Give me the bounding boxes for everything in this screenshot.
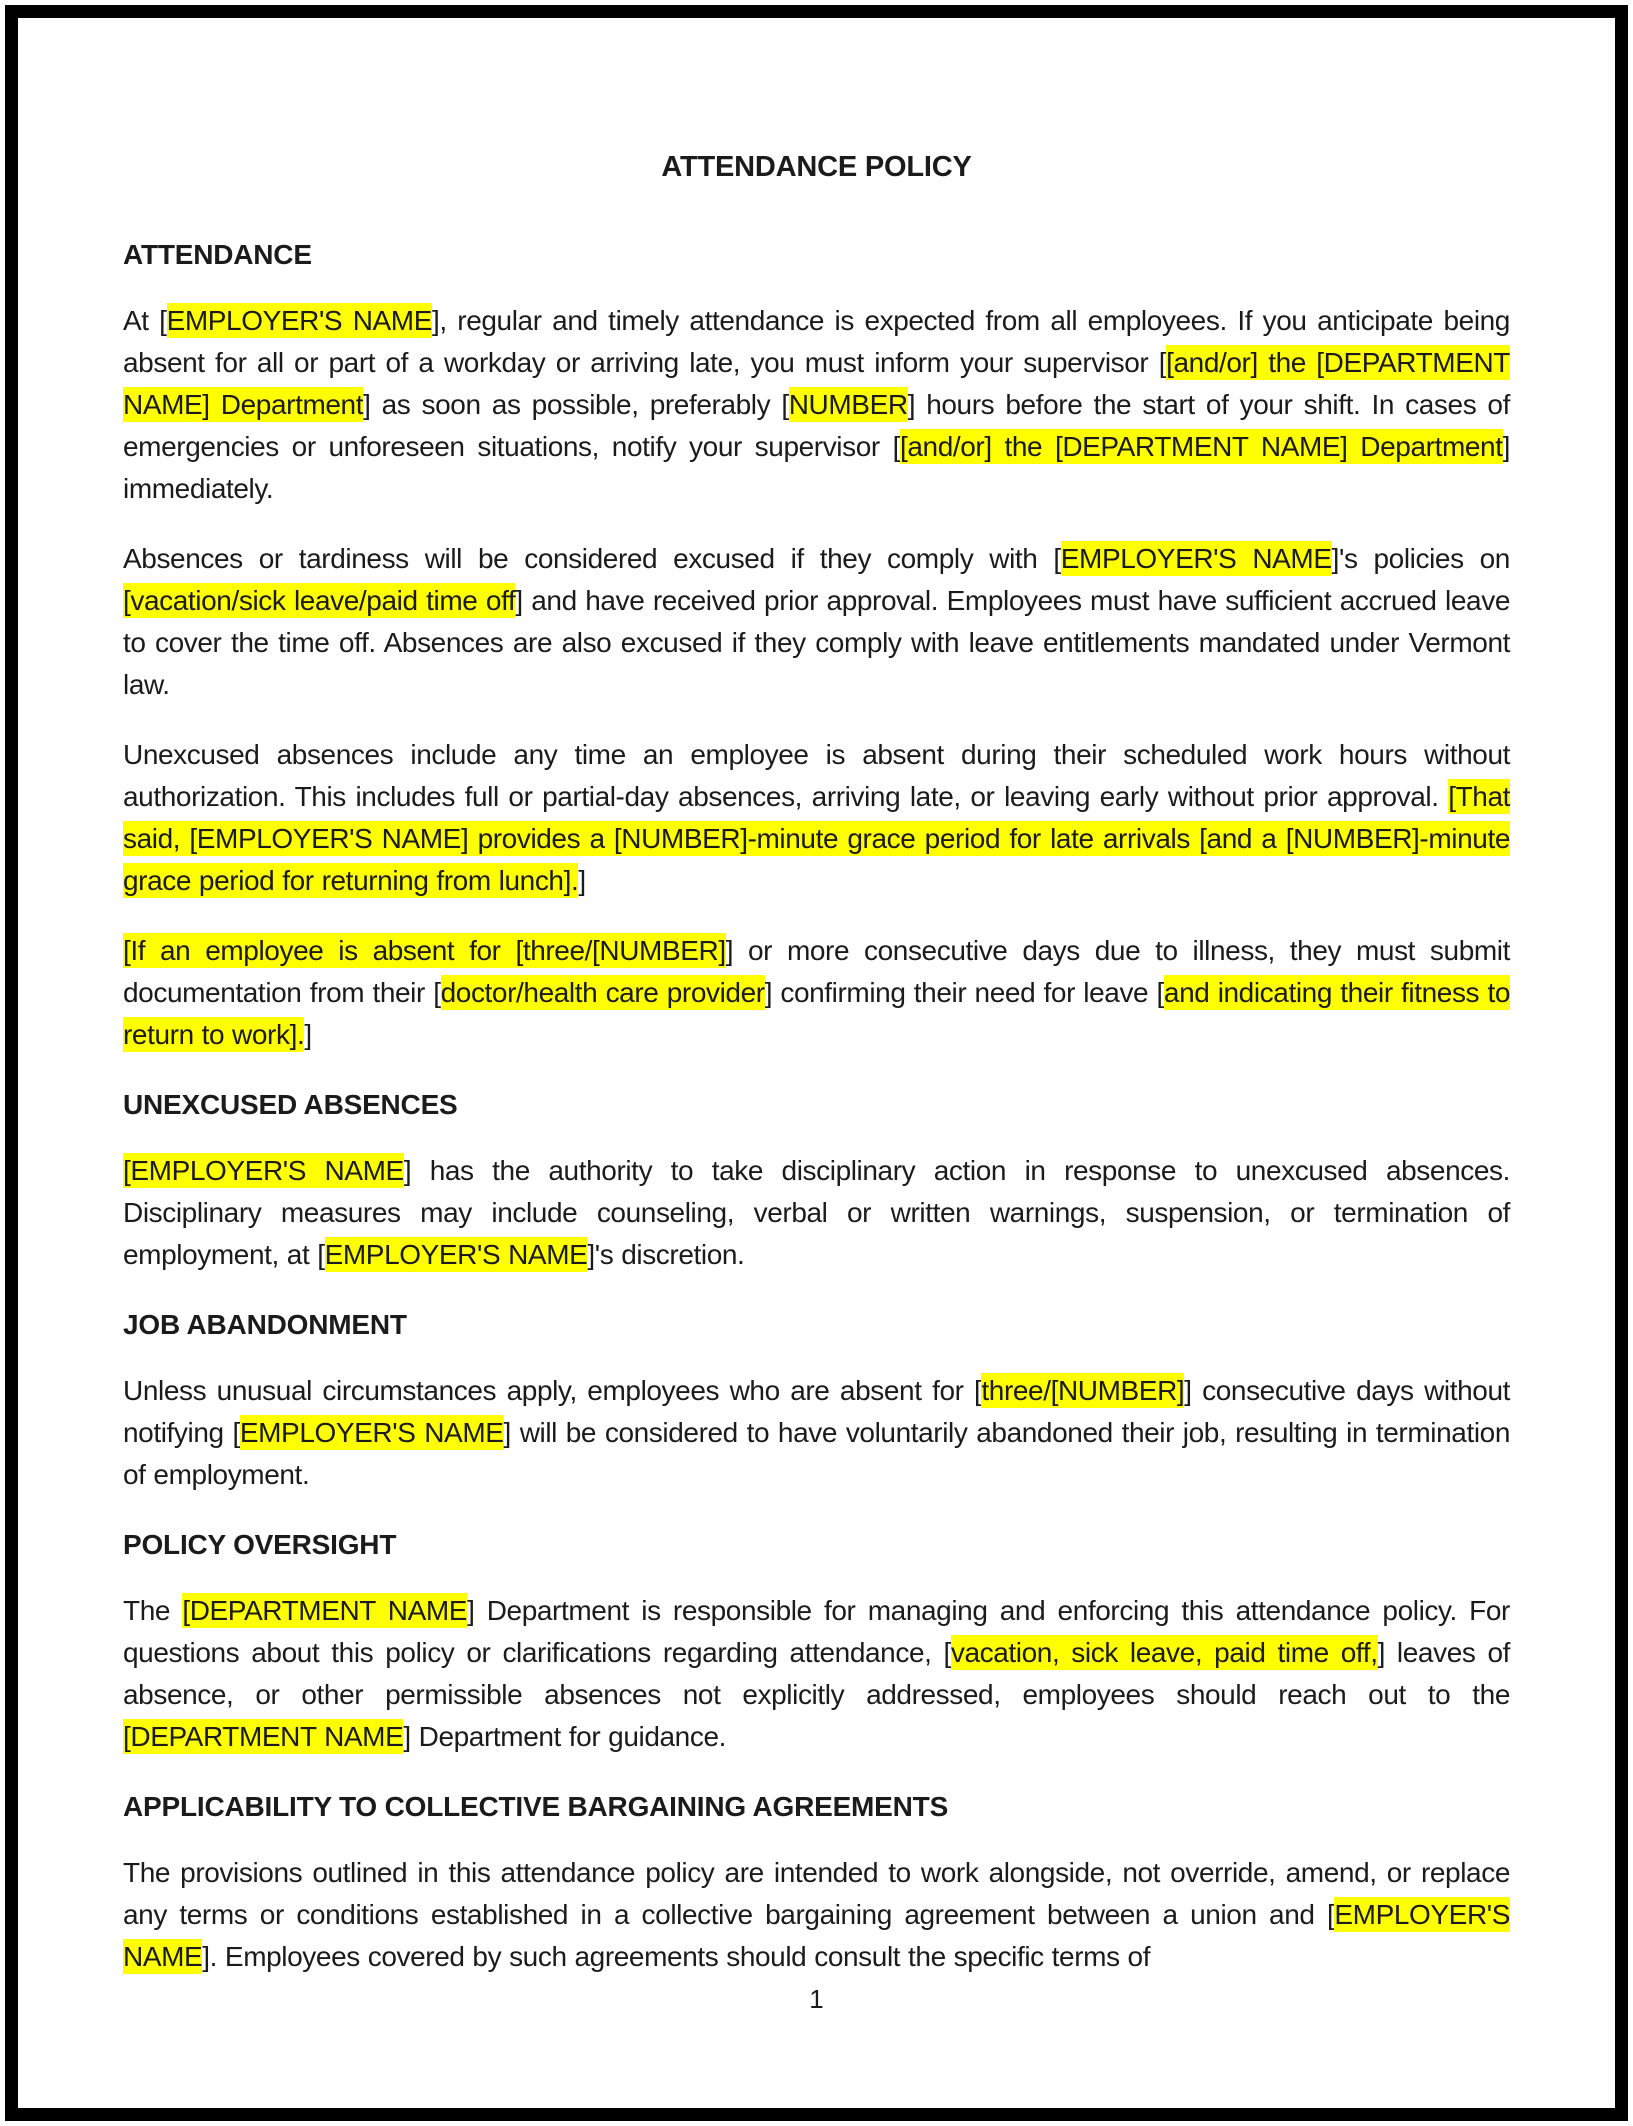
section-heading: ATTENDANCE bbox=[123, 239, 312, 270]
document-title: ATTENDANCE POLICY bbox=[661, 151, 972, 183]
section-heading: APPLICABILITY TO COLLECTIVE BARGAINING AGREEMENTS bbox=[123, 1791, 949, 1822]
highlighted-placeholder: three/[NUMBER] bbox=[981, 1375, 1185, 1406]
highlighted-placeholder: and indicating their fitness to return to work]. bbox=[123, 977, 1510, 1050]
highlighted-placeholder: EMPLOYER'S NAME bbox=[166, 305, 432, 336]
paragraph bbox=[123, 538, 1510, 706]
text-run: ] hours before the start of your shift. In cases of emergencies or unforeseen situations, notify your supervisor [ bbox=[123, 389, 1510, 462]
text-run: ], regular and timely attendance is expected from all employees. If you anticipate being absent for all or part of a workday or arriving late, you must inform your supervisor [ bbox=[123, 305, 1510, 378]
highlighted-placeholder: [vacation/sick leave/paid time off bbox=[123, 585, 516, 616]
text-run: ] will be considered to have voluntarily abandoned their job, resulting in termination of employment. bbox=[123, 1417, 1510, 1490]
highlighted-placeholder: [DEPARTMENT NAME bbox=[123, 1721, 404, 1752]
paragraph bbox=[123, 930, 1510, 1056]
text-run: ] leaves of absence, or other permissible absences not explicitly addressed, employees should reach out to the bbox=[123, 1637, 1510, 1710]
highlighted-placeholder: vacation, sick leave, paid time off, bbox=[950, 1637, 1378, 1668]
text-run: At [ bbox=[123, 305, 167, 336]
paragraph bbox=[123, 1852, 1510, 1978]
highlighted-placeholder: [DEPARTMENT NAME bbox=[182, 1595, 468, 1626]
text-run: ] and have received prior approval. Employees must have sufficient accrued leave to cover the time off. Absences are also excused if they comply with leave entitlements mandated under Vermont law. bbox=[123, 585, 1510, 700]
text-run: ] has the authority to take disciplinary action in response to unexcused absences. Disciplinary measures may include counseling, verbal or written warnings, suspension, or termination of employment, at [ bbox=[123, 1155, 1510, 1270]
text-run: ] bbox=[304, 1019, 312, 1050]
text-run: ] consecutive days without notifying [ bbox=[123, 1375, 1510, 1448]
paragraph bbox=[123, 1370, 1510, 1496]
text-run: Unless unusual circumstances apply, employees who are absent for [ bbox=[123, 1375, 982, 1406]
page-number: 1 bbox=[809, 1984, 824, 2014]
text-run: ] immediately. bbox=[123, 431, 1510, 504]
document-body bbox=[123, 234, 1510, 1978]
text-run: ] Department for guidance. bbox=[403, 1721, 726, 1752]
highlighted-placeholder: [and/or] the [DEPARTMENT NAME] Department bbox=[123, 347, 1510, 420]
text-run: ]. Employees covered by such agreements should consult the specific terms of bbox=[202, 1941, 1151, 1972]
paragraph bbox=[123, 1150, 1510, 1276]
paragraph bbox=[123, 300, 1510, 510]
highlighted-placeholder: [EMPLOYER'S NAME bbox=[123, 1155, 404, 1186]
highlighted-placeholder: doctor/health care provider bbox=[440, 977, 765, 1008]
section-heading: POLICY OVERSIGHT bbox=[123, 1529, 397, 1560]
section-heading: JOB ABANDONMENT bbox=[123, 1309, 407, 1340]
highlighted-placeholder: [If an employee is absent for [three/[NUMBER] bbox=[123, 935, 726, 966]
text-run: ] Department is responsible for managing and enforcing this attendance policy. For questions about this policy or clarifications regarding attendance, [ bbox=[123, 1595, 1510, 1668]
text-run: Absences or tardiness will be considered excused if they comply with [ bbox=[123, 543, 1061, 574]
text-run: ] confirming their need for leave [ bbox=[764, 977, 1164, 1008]
highlighted-placeholder: [and/or] the [DEPARTMENT NAME] Department bbox=[899, 431, 1503, 462]
highlighted-placeholder: EMPLOYER'S NAME bbox=[123, 1899, 1510, 1972]
highlighted-placeholder: EMPLOYER'S NAME bbox=[324, 1239, 588, 1270]
section-heading: UNEXCUSED ABSENCES bbox=[123, 1089, 458, 1120]
highlighted-placeholder: EMPLOYER'S NAME bbox=[1060, 543, 1332, 574]
text-run: The bbox=[123, 1595, 183, 1626]
text-run: ]'s policies on bbox=[1331, 543, 1510, 574]
highlighted-placeholder: [That said, [EMPLOYER'S NAME] provides a [NUMBER]-minute grace period for late arrivals [and a [NUMBER]-minute grace period for returning from lunch]. bbox=[123, 781, 1510, 896]
text-run: ] as soon as possible, preferably [ bbox=[363, 389, 789, 420]
text-run: ] or more consecutive days due to illness, they must submit documentation from their [ bbox=[123, 935, 1510, 1008]
text-run: ]'s discretion. bbox=[587, 1239, 745, 1270]
paragraph bbox=[123, 1590, 1510, 1758]
paragraph bbox=[123, 734, 1510, 902]
text-run: The provisions outlined in this attendance policy are intended to work alongside, not override, amend, or replace any terms or conditions established in a collective bargaining agreement between a union and [ bbox=[123, 1857, 1510, 1930]
text-run: ] bbox=[578, 865, 586, 896]
highlighted-placeholder: NUMBER bbox=[788, 389, 908, 420]
highlighted-placeholder: EMPLOYER'S NAME bbox=[239, 1417, 504, 1448]
text-run: Unexcused absences include any time an employee is absent during their scheduled work hours without authorization. This includes full or partial-day absences, arriving late, or leaving early without prior approval. bbox=[123, 739, 1510, 812]
